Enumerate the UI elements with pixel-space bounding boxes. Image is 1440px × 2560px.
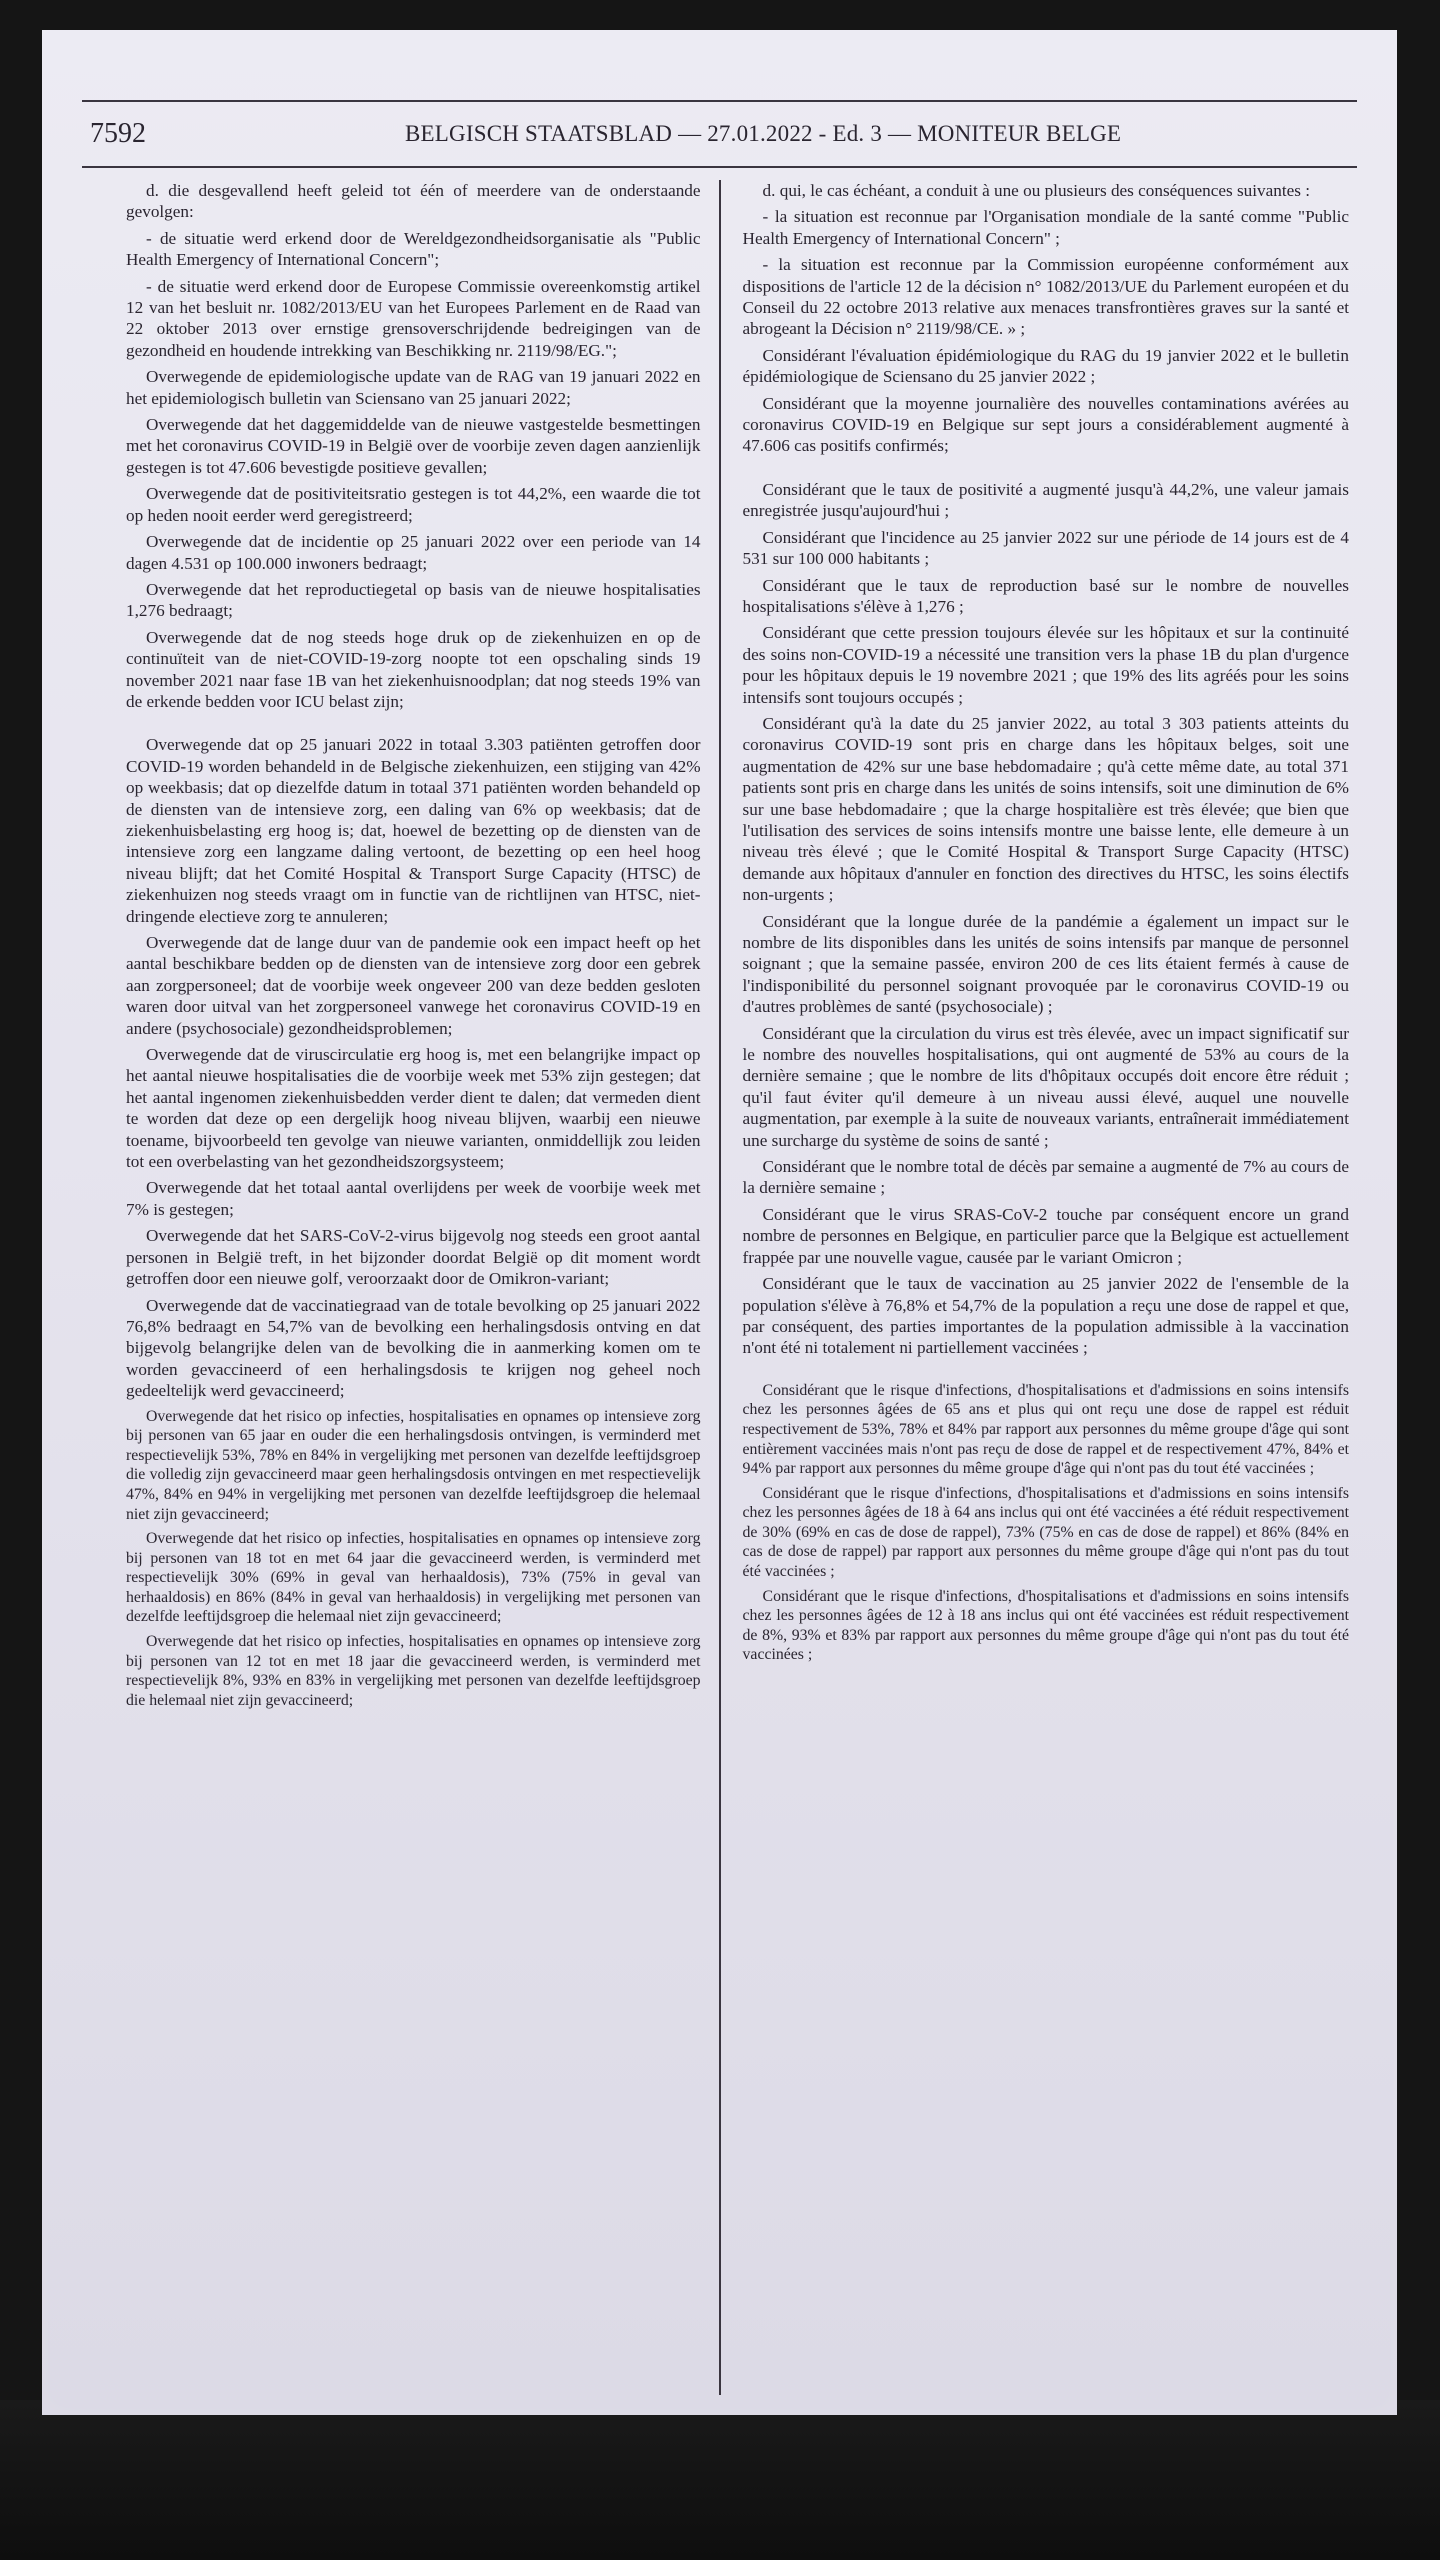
paragraph: - de situatie werd erkend door de Wereldgezondheidsorganisatie als "Public Health Emergency of International Concern";: [126, 228, 701, 270]
paragraph: Considérant que la longue durée de la pandémie a également un impact sur le nombre de lits disponibles dans les unités de soins intensifs par manque de personnel soignant ; que la semaine passée, environ 200 de ces lits étaient fermés à cause de l'indisponibilité du personnel soignant provoquée par le coronavirus COVID-19 ou d'autres problèmes de santé (psychosociale) ;: [742, 911, 1349, 1017]
paragraph: Considérant que l'incidence au 25 janvier 2022 sur une période de 14 jours est de 4 531 sur 100 000 habitants ;: [742, 527, 1349, 569]
paragraph: Overwegende dat de incidentie op 25 januari 2022 over een periode van 14 dagen 4.531 op 100.000 inwoners bedraagt;: [126, 532, 701, 573]
publication-title: BELGISCH STAATSBLAD — 27.01.2022 - Ed. 3 — MONITEUR BELGE: [405, 121, 1122, 146]
page-header: [82, 100, 1357, 168]
paragraph: Considérant que le taux de vaccination au 25 janvier 2022 de l'ensemble de la population s'élève à 76,8% et 54,7% de la population a reçu une dose de rappel et que, par conséquent, des parties importantes de la population admissible à la vaccination n'ont été ni totalement ni partiellement vaccinées ;: [742, 1274, 1349, 1358]
paragraph: Overwegende dat op 25 januari 2022 in totaal 3.303 patiënten getroffen door COVID-19 worden behandeld in de Belgische ziekenhuizen, een stijging van 42% op weekbasis; dat op diezelfde datum in totaal 371 patiënten worden behandeld op de diensten van de intensieve zorg, een daling van 6% op weekbasis; dat de ziekenhuisbelasting erg hoog is; dat, hoewel de bezetting op de diensten van de intensieve zorg een langzame daling vertoont, de bezetting op een heel hoog niveau blijft; dat het Comité Hospital & Transport Surge Capacity (HTSC) de ziekenhuizen nog steeds vraagt om in functie van de richtlijnen van HTSC, niet-dringende electieve zorg te annuleren;: [126, 735, 701, 926]
paragraph: Overwegende dat het reproductiegetal op basis van de nieuwe hospitalisaties 1,276 bedraagt;: [126, 579, 701, 621]
paragraph: Considérant que la moyenne journalière des nouvelles contaminations avérées au coronavirus COVID-19 en Belgique sur sept jours a considérablement augmenté à 47.606 cas positifs confirmés;: [742, 393, 1349, 456]
paragraph: Considérant que la circulation du virus est très élevée, avec un impact significatif sur le nombre des nouvelles hospitalisations, qui ont augmenté de 53% au cours de la dernière semaine ; que le nombre de lits d'hôpitaux occupés doit encore être réduit ; qu'il faut éviter qu'il demeure à un niveau aussi élevé, auquel une nouvelle augmentation, par exemple à la suite de nouveaux variants, entraînerait immédiatement une surcharge du système de soins de santé ;: [742, 1023, 1349, 1150]
paragraph: Overwegende dat het totaal aantal overlijdens per week de voorbije week met 7% is gestegen;: [126, 1178, 701, 1219]
paragraph: Considérant que le virus SRAS-CoV-2 touche par conséquent encore un grand nombre de personnes en Belgique, en particulier parce que la Belgique est actuellement frappée par une nouvelle vague, causée par le variant Omicron ;: [742, 1204, 1349, 1267]
paragraph: Overwegende dat het daggemiddelde van de nieuwe vastgestelde besmettingen met het coronavirus COVID-19 in België over de voorbije zeven dagen aanzienlijk gestegen is tot 47.606 bevestigde positieve gevallen;: [126, 415, 701, 477]
paragraph: Overwegende dat de vaccinatiegraad van de totale bevolking op 25 januari 2022 76,8% bedraagt en 54,7% van de bevolking een herhalingsdosis ontving en dat bijgevolg belangrijke delen van de bevolking die in aanmerking komen om te worden gevaccineerd of een herhalingsdosis te krijgen nog geheel noch gedeeltelijk werd gevaccineerd;: [126, 1295, 701, 1401]
paragraph: Overwegende de epidemiologische update van de RAG van 19 januari 2022 en het epidemiologisch bulletin van Sciensano van 25 januari 2022;: [126, 367, 701, 408]
dutch-column: [82, 180, 719, 2395]
paragraph: Considérant que le risque d'infections, d'hospitalisations et d'admissions en soins intensifs chez les personnes âgées de 12 à 18 ans inclus qui ont été vaccinées est réduit respectivement de 8%, 93% et 83% par rapport aux personnes du même groupe d'âge qui n'ont pas du tout été vaccinées ;: [742, 1587, 1349, 1664]
paragraph: - la situation est reconnue par la Commission européenne conformément aux dispositions de l'article 12 de la décision n° 1082/2013/UE du Parlement européen et du Conseil du 22 octobre 2013 relative aux menaces transfrontières graves sur la santé et abrogeant la Décision n° 2119/98/CE. » ;: [742, 255, 1349, 339]
paragraph: - la situation est reconnue par l'Organisation mondiale de la santé comme "Public Health Emergency of International Concern" ;: [742, 207, 1349, 248]
background-shadow: [0, 2400, 1440, 2560]
paragraph: Considérant que le taux de positivité a augmenté jusqu'à 44,2%, une valeur jamais enregistrée jusqu'aujourd'hui ;: [742, 479, 1349, 521]
newspaper-page: [42, 30, 1397, 2415]
paragraph: Considérant l'évaluation épidémiologique du RAG du 19 janvier 2022 et le bulletin épidémiologique de Sciensano du 25 janvier 2022 ;: [742, 345, 1349, 387]
paragraph: - de situatie werd erkend door de Europese Commissie overeenkomstig artikel 12 van het besluit nr. 1082/2013/EU van het Europees Parlement en de Raad van 22 oktober 2013 over ernstige grensoverschrijdende bedreigingen van de gezondheid en houdende intrekking van Beschikking nr. 2119/98/EG.";: [126, 276, 701, 360]
page-number: 7592: [90, 118, 146, 149]
paragraph: Overwegende dat de viruscirculatie erg hoog is, met een belangrijke impact op het aantal nieuwe hospitalisaties die de voorbije week met 53% zijn gestegen; dat het aantal ingenomen ziekenhuisbedden verder dient te dalen; dat vermeden dient te worden dat deze op een dergelijk hoog niveau blijven, waarbij een nieuwe toename, bijvoorbeeld ten gevolge van nieuwe varianten, onmiddellijk zou leiden tot een overbelasting van het gezondheidszorgsysteem;: [126, 1045, 701, 1172]
paragraph: Overwegende dat het SARS-CoV-2-virus bijgevolg nog steeds een groot aantal personen in België treft, in het bijzonder doordat België op dit moment wordt getroffen door een nieuwe golf, veroorzaakt door de Omikron-variant;: [126, 1226, 701, 1289]
paragraph: Considérant que le taux de reproduction basé sur le nombre de nouvelles hospitalisations s'élève à 1,276 ;: [742, 575, 1349, 616]
paragraph: Considérant que le risque d'infections, d'hospitalisations et d'admissions en soins intensifs chez les personnes âgées de 18 à 64 ans inclus qui ont été vaccinées a été réduit respectivement de 30% (69% en cas de dose de rappel), 73% (75% en cas de dose de rappel) et 86% (84% en cas de dose de rappel) par rapport aux personnes du même groupe d'âge qui n'ont pas du tout été vaccinées ;: [742, 1484, 1349, 1581]
paragraph: Overwegende dat de lange duur van de pandemie ook een impact heeft op het aantal beschikbare bedden op de diensten van de intensieve zorg door een gebrek aan zorgpersoneel; dat de voorbije week ongeveer 200 van deze bedden gesloten waren door uitval van het zorgpersoneel vanwege het coronavirus COVID-19 en andere (psychosociale) gezondheidsproblemen;: [126, 933, 701, 1038]
paragraph: Overwegende dat het risico op infecties, hospitalisaties en opnames op intensieve zorg bij personen van 18 tot en met 64 jaar die gevaccineerd werden, is verminderd met respectievelijk 30% (69% in geval van herhaaldosis), 73% (75% in geval van herhaaldosis) en 86% (84% in geval van herhaaldosis) in vergelijking met personen van dezelfde leeftijdsgroep die helemaal niet zijn gevaccineerd;: [126, 1530, 701, 1626]
paragraph: Considérant qu'à la date du 25 janvier 2022, au total 3 303 patients atteints du coronavirus COVID-19 sont pris en charge dans les hôpitaux belges, soit une augmentation de 42% sur une base hebdomadaire ; qu'à cette même date, au total 371 patients sont pris en charge dans les unités de soins intensifs, soit une diminution de 6% sur une base hebdomadaire ; que la charge hospitalière est très élevée; que bien que l'utilisation des services de soins intensifs montre une baisse lente, elle demeure à un niveau très élevé ; que le Comité Hospital & Transport Surge Capacity (HTSC) demande aux hôpitaux d'annuler en fonction des directives du HTSC, les soins électifs non-urgents ;: [742, 713, 1349, 905]
paragraph: Considérant que cette pression toujours élevée sur les hôpitaux et sur la continuité des soins non-COVID-19 a nécessité une transition vers la phase 1B du plan d'urgence pour les hôpitaux depuis le 19 novembre 2021 ; que 19% des lits agréés pour les soins intensifs sont toujours occupés ;: [742, 623, 1349, 707]
paragraph: Considérant que le nombre total de décès par semaine a augmenté de 7% au cours de la dernière semaine ;: [742, 1157, 1349, 1198]
paragraph: Overwegende dat de positiviteitsratio gestegen is tot 44,2%, een waarde die tot op heden nooit eerder werd geregistreerd;: [126, 484, 701, 525]
paragraph: Overwegende dat het risico op infecties, hospitalisaties en opnames op intensieve zorg bij personen van 65 jaar en ouder die een herhalingsdosis ontvingen, is verminderd met respectievelijk 53%, 78% en 84% in vergelijking met personen van dezelfde leeftijdsgroep die volledig zijn gevaccineerd maar geen herhalingsdosis ontvingen en met respectievelijk 47%, 84% en 94% in vergelijking met personen van dezelfde leeftijdsgroep die helemaal niet zijn gevaccineerd;: [126, 1407, 701, 1523]
paragraph: d. qui, le cas échéant, a conduit à une ou plusieurs des conséquences suivantes :: [762, 181, 1310, 200]
paragraph: Considérant que le risque d'infections, d'hospitalisations et d'admissions en soins intensifs chez les personnes âgées de 65 ans et plus qui ont reçu une dose de rappel est réduit respectivement de 53%, 78% et 84% par rapport aux personnes du même groupe d'âge qui sont entièrement vaccinées mais n'ont pas reçu de dose de rappel et de respectivement 47%, 84% et 94% par rapport aux personnes du même groupe d'âge qui n'ont pas du tout été vaccinées ;: [742, 1381, 1349, 1478]
paragraph: Overwegende dat het risico op infecties, hospitalisaties en opnames op intensieve zorg bij personen van 12 tot en met 18 jaar die gevaccineerd werden, is verminderd met respectievelijk 8%, 93% en 83% in vergelijking met personen van dezelfde leeftijdsgroep die helemaal niet zijn gevaccineerd;: [126, 1633, 701, 1709]
french-column: [721, 180, 1357, 2395]
paragraph: Overwegende dat de nog steeds hoge druk op de ziekenhuizen en op de continuïteit van de niet-COVID-19-zorg noopte tot een opschaling sinds 19 november 2021 naar fase 1B van het ziekenhuisnoodplan; dat nog steeds 19% van de erkende bedden voor ICU belast zijn;: [126, 627, 701, 711]
text-columns: [82, 180, 1357, 2395]
paragraph: d. die desgevallend heeft geleid tot één of meerdere van de onderstaande gevolgen:: [126, 181, 701, 222]
